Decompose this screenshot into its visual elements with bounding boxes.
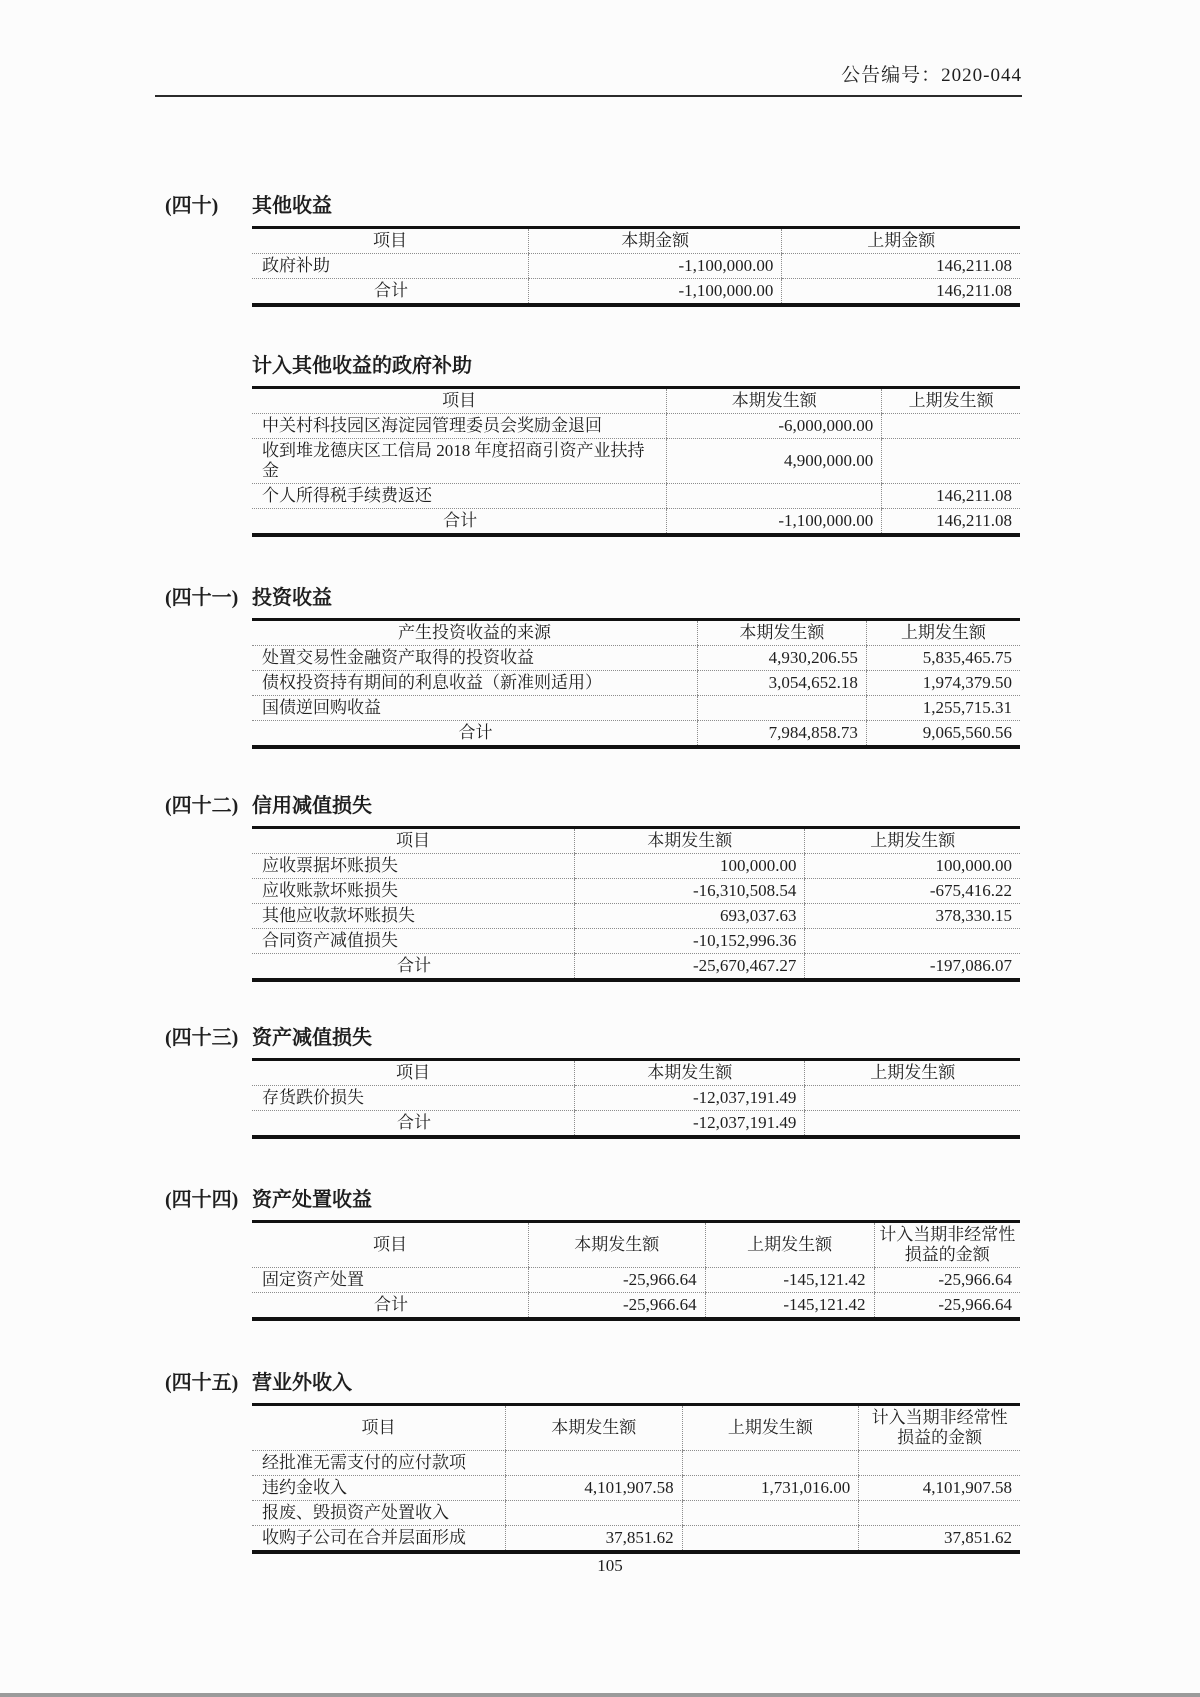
column-header: 上期金额	[782, 228, 1020, 254]
table-row	[252, 696, 1020, 721]
table-row	[252, 904, 1020, 929]
row-label: 固定资产处置	[252, 1268, 528, 1293]
row-value: 100,000.00	[805, 854, 1020, 879]
table-total-row	[252, 954, 1020, 981]
section-number: (四十一)	[165, 587, 239, 609]
table-row	[252, 646, 1020, 671]
row-label: 收到堆龙德庆区工信局 2018 年度招商引资产业扶持金	[252, 439, 667, 484]
section-title: 投资收益	[252, 587, 332, 609]
column-header: 项目	[252, 1405, 505, 1451]
section-title: 营业外收入	[252, 1372, 352, 1394]
row-value: -145,121.42	[705, 1293, 874, 1320]
row-value: 5,835,465.75	[866, 646, 1020, 671]
table-total-row	[252, 1111, 1020, 1138]
column-header: 本期发生额	[528, 1222, 705, 1268]
row-label: 债权投资持有期间的利息收益（新准则适用）	[252, 671, 697, 696]
section-heading	[165, 796, 1200, 817]
table-total-row	[252, 721, 1020, 748]
column-header: 产生投资收益的来源	[252, 620, 697, 646]
scan-edge	[0, 1693, 1200, 1697]
other-income-table	[252, 226, 1020, 307]
section-title: 资产减值损失	[252, 1027, 372, 1049]
table-header-row	[252, 828, 1020, 854]
table-row	[252, 854, 1020, 879]
section-credit-impairment	[0, 796, 1200, 982]
column-header: 上期发生额	[805, 1060, 1020, 1086]
table-row	[252, 1526, 1020, 1553]
row-value: 1,731,016.00	[682, 1476, 859, 1501]
row-label: 经批准无需支付的应付款项	[252, 1451, 505, 1476]
row-value: -25,670,467.27	[575, 954, 805, 981]
table-row	[252, 254, 1020, 279]
row-value: 9,065,560.56	[866, 721, 1020, 748]
table-header-row	[252, 228, 1020, 254]
section-heading	[165, 1028, 1200, 1049]
row-value: 378,330.15	[805, 904, 1020, 929]
section-asset-disposal	[0, 1190, 1200, 1321]
row-value: 7,984,858.73	[697, 721, 866, 748]
row-value	[505, 1501, 682, 1526]
row-value	[805, 929, 1020, 954]
table-total-row	[252, 509, 1020, 536]
section-heading	[165, 1373, 1200, 1394]
column-header: 本期金额	[528, 228, 781, 254]
column-header: 本期发生额	[667, 388, 882, 414]
table-row	[252, 1451, 1020, 1476]
table-header-row	[252, 1060, 1020, 1086]
column-header: 本期发生额	[697, 620, 866, 646]
row-value: -25,966.64	[528, 1268, 705, 1293]
column-header: 本期发生额	[575, 1060, 805, 1086]
row-label: 合计	[373, 281, 408, 300]
row-label: 收购子公司在合并层面形成	[262, 1528, 466, 1547]
section-title: 信用减值损失	[252, 795, 372, 817]
column-header: 上期发生额	[705, 1222, 874, 1268]
column-header: 上期发生额	[805, 828, 1020, 854]
header-rule	[155, 95, 1022, 97]
asset-disposal-table	[252, 1220, 1020, 1321]
row-value	[667, 484, 882, 509]
row-label: 合计	[397, 956, 432, 975]
row-value: -197,086.07	[805, 954, 1020, 981]
row-value: 37,851.62	[859, 1526, 1020, 1553]
row-value: -1,100,000.00	[667, 509, 882, 536]
row-value: 1,255,715.31	[866, 696, 1020, 721]
row-label: 合计	[373, 1295, 408, 1314]
section-non-operating-income	[0, 1373, 1200, 1554]
table-row	[252, 1501, 1020, 1526]
row-value	[859, 1501, 1020, 1526]
row-value: -25,966.64	[874, 1268, 1020, 1293]
section-number: (四十)	[165, 195, 219, 217]
table-header-row	[252, 620, 1020, 646]
row-value: -12,037,191.49	[575, 1086, 805, 1111]
row-value: 3,054,652.18	[697, 671, 866, 696]
column-header: 本期发生额	[505, 1405, 682, 1451]
investment-income-table	[252, 618, 1020, 749]
row-label: 报废、毁损资产处置收入	[252, 1501, 505, 1526]
row-label: 政府补助	[252, 254, 528, 279]
table-total-row	[252, 279, 1020, 306]
row-label: 合计	[458, 723, 493, 742]
non-operating-income-table	[252, 1403, 1020, 1554]
table-row	[252, 1476, 1020, 1501]
row-value	[682, 1526, 859, 1553]
column-header: 上期发生额	[682, 1405, 859, 1451]
row-value: 146,211.08	[782, 254, 1020, 279]
government-subsidy-table	[252, 386, 1020, 537]
row-label: 存货跌价损失	[252, 1086, 575, 1111]
column-header: 项目	[252, 828, 575, 854]
row-value	[805, 1111, 1020, 1138]
section-investment-income	[0, 588, 1200, 749]
section-other-income	[0, 196, 1200, 307]
row-value: 1,974,379.50	[866, 671, 1020, 696]
row-value: 146,211.08	[882, 509, 1020, 536]
row-label: 应收票据坏账损失	[252, 854, 575, 879]
row-value: 4,101,907.58	[859, 1476, 1020, 1501]
column-header: 项目	[252, 1060, 575, 1086]
column-header: 上期发生额	[866, 620, 1020, 646]
section-heading	[165, 196, 1200, 217]
section-heading	[252, 356, 1200, 377]
row-value: 146,211.08	[782, 279, 1020, 306]
row-value: -6,000,000.00	[667, 414, 882, 439]
row-value	[682, 1501, 859, 1526]
row-value: -12,037,191.49	[575, 1111, 805, 1138]
credit-impairment-table	[252, 826, 1020, 982]
row-value: -145,121.42	[705, 1268, 874, 1293]
table-row	[252, 671, 1020, 696]
row-value: -675,416.22	[805, 879, 1020, 904]
section-title: 其他收益	[252, 195, 332, 217]
row-value	[505, 1451, 682, 1476]
row-label: 应收账款坏账损失	[252, 879, 575, 904]
table-row	[252, 439, 1020, 484]
row-value: 4,101,907.58	[505, 1476, 682, 1501]
table-total-row	[252, 1293, 1020, 1320]
row-value: 4,930,206.55	[697, 646, 866, 671]
section-government-subsidy	[0, 356, 1200, 537]
table-header-row	[252, 1222, 1020, 1268]
section-number: (四十二)	[165, 795, 239, 817]
row-value: -16,310,508.54	[575, 879, 805, 904]
column-header: 上期发生额	[882, 388, 1020, 414]
row-label: 个人所得税手续费返还	[252, 484, 667, 509]
column-header: 项目	[252, 228, 528, 254]
section-number: (四十四)	[165, 1189, 239, 1211]
row-value	[859, 1451, 1020, 1476]
table-header-row	[252, 388, 1020, 414]
column-header: 本期发生额	[575, 828, 805, 854]
section-heading	[165, 588, 1200, 609]
row-label: 中关村科技园区海淀园管理委员会奖励金退回	[252, 414, 667, 439]
row-value: 146,211.08	[882, 484, 1020, 509]
announcement-number: 公告编号：2020-044	[841, 65, 1022, 86]
table-row	[252, 484, 1020, 509]
row-label: 其他应收款坏账损失	[252, 904, 575, 929]
section-number: (四十三)	[165, 1027, 239, 1049]
table-row	[252, 879, 1020, 904]
row-value	[882, 414, 1020, 439]
row-value: -10,152,996.36	[575, 929, 805, 954]
table-header-row	[252, 1405, 1020, 1451]
row-value: 4,900,000.00	[667, 439, 882, 484]
page-number: 105	[597, 1556, 623, 1575]
row-value: -1,100,000.00	[528, 279, 781, 306]
row-label: 违约金收入	[252, 1476, 505, 1501]
section-title: 计入其他收益的政府补助	[252, 355, 472, 377]
column-header: 项目	[252, 1222, 528, 1268]
column-header: 计入当期非经常性损益的金额	[859, 1405, 1020, 1451]
column-header: 计入当期非经常性损益的金额	[874, 1222, 1020, 1268]
section-number: (四十五)	[165, 1372, 239, 1394]
asset-impairment-table	[252, 1058, 1020, 1139]
section-title: 资产处置收益	[252, 1189, 372, 1211]
row-value: 37,851.62	[505, 1526, 682, 1553]
row-value	[882, 439, 1020, 484]
row-value	[682, 1451, 859, 1476]
section-heading	[165, 1190, 1200, 1211]
row-value	[697, 696, 866, 721]
table-row	[252, 1268, 1020, 1293]
row-label: 合同资产减值损失	[252, 929, 575, 954]
table-row	[252, 929, 1020, 954]
row-value: 100,000.00	[575, 854, 805, 879]
row-value	[805, 1086, 1020, 1111]
table-row	[252, 1086, 1020, 1111]
section-asset-impairment	[0, 1028, 1200, 1139]
table-row	[252, 414, 1020, 439]
row-value: -25,966.64	[528, 1293, 705, 1320]
row-label: 合计	[397, 1113, 432, 1132]
row-label: 国债逆回购收益	[252, 696, 697, 721]
row-label: 合计	[443, 511, 478, 530]
row-value: 693,037.63	[575, 904, 805, 929]
column-header: 项目	[252, 388, 667, 414]
row-label: 处置交易性金融资产取得的投资收益	[252, 646, 697, 671]
row-value: -1,100,000.00	[528, 254, 781, 279]
row-value: -25,966.64	[874, 1293, 1020, 1320]
